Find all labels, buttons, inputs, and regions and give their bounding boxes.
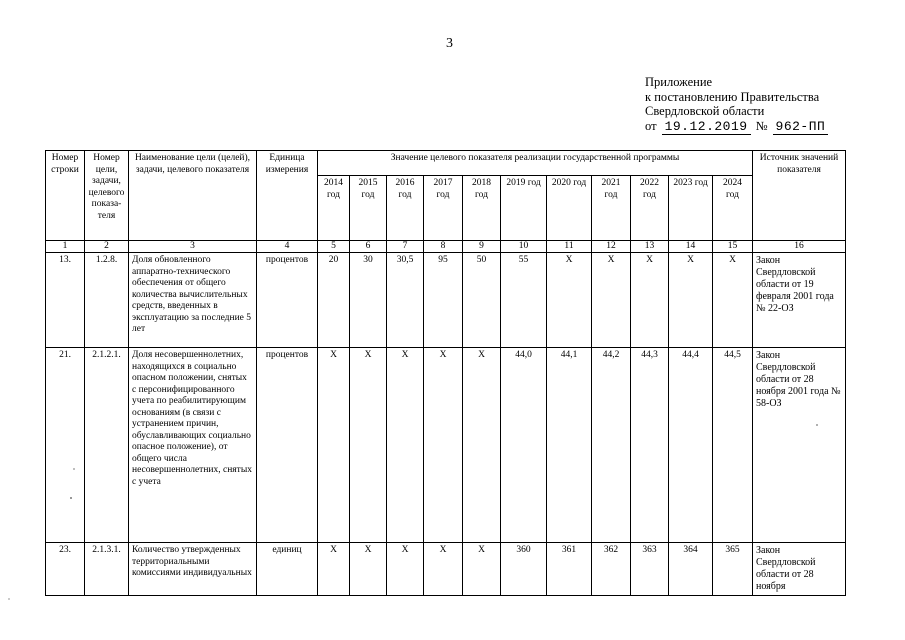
value-cell: 44,5 xyxy=(713,348,753,543)
value-cell: X xyxy=(592,253,631,348)
value-cell: 360 xyxy=(501,543,547,596)
unit: процентов xyxy=(257,253,318,348)
header-year: 2015 год xyxy=(350,176,387,241)
column-number: 14 xyxy=(669,241,713,253)
value-cell: 44,0 xyxy=(501,348,547,543)
row-number: 23. xyxy=(46,543,85,596)
column-number-row xyxy=(46,241,846,253)
value-cell: 44,1 xyxy=(547,348,592,543)
goal-number: 2.1.3.1. xyxy=(85,543,129,596)
value-cell: 95 xyxy=(424,253,463,348)
unit: единиц xyxy=(257,543,318,596)
value-cell: 30 xyxy=(350,253,387,348)
column-number: 4 xyxy=(257,241,318,253)
value-cell: X xyxy=(424,348,463,543)
column-number: 9 xyxy=(463,241,501,253)
value-cell: 364 xyxy=(669,543,713,596)
value-cell: X xyxy=(713,253,753,348)
page-number: 3 xyxy=(446,36,453,51)
column-number: 5 xyxy=(318,241,350,253)
header-year: 2022 год xyxy=(631,176,669,241)
indicator-name: Доля несовершеннолетних, находящихся в социально опасном положении, снятых с персонифицированного учета по реабилитирующим основаниям (в связи с устранением причин, обуславливающих социально опасное положение), от общего числа несовершеннолетних, снятых с учета xyxy=(129,348,257,543)
value-cell: X xyxy=(669,253,713,348)
source-cell: Закон Свердловской области от 28 ноября 2001 года № 58-ОЗ xyxy=(753,348,846,543)
value-cell: X xyxy=(424,543,463,596)
column-number: 11 xyxy=(547,241,592,253)
value-cell: 44,3 xyxy=(631,348,669,543)
header-source: Источник значений показателя xyxy=(753,151,846,241)
value-cell: 44,2 xyxy=(592,348,631,543)
column-number: 1 xyxy=(46,241,85,253)
value-cell: X xyxy=(387,348,424,543)
scan-speck xyxy=(70,497,72,499)
value-cell: 363 xyxy=(631,543,669,596)
value-cell: 30,5 xyxy=(387,253,424,348)
value-cell: X xyxy=(350,543,387,596)
from-label: от xyxy=(645,118,657,133)
column-number: 8 xyxy=(424,241,463,253)
header-year: 2017 год xyxy=(424,176,463,241)
value-cell: 50 xyxy=(463,253,501,348)
column-number: 6 xyxy=(350,241,387,253)
appendix-date-line xyxy=(645,119,828,136)
scan-speck xyxy=(816,424,818,426)
header-year: 2019 год xyxy=(501,176,547,241)
value-cell: 362 xyxy=(592,543,631,596)
resolution-date: 19.12.2019 xyxy=(662,120,751,136)
number-label: № xyxy=(755,118,768,133)
unit: процентов xyxy=(257,348,318,543)
appendix-resolution: к постановлению Правительства xyxy=(645,89,820,104)
indicators-table xyxy=(45,150,846,596)
row-number: 13. xyxy=(46,253,85,348)
header-row-number: Номер строки xyxy=(46,151,85,241)
value-cell: 44,4 xyxy=(669,348,713,543)
indicator-name: Доля обновленного аппаратно-технического обеспечения от общего количества вычислительных средств, введенных в эксплуатацию за последние 5 лет xyxy=(129,253,257,348)
header-goal-number: Номер цели, задачи, целевого показа-теля xyxy=(85,151,129,241)
value-cell: X xyxy=(463,348,501,543)
header-name: Наименование цели (целей), задачи, целевого показателя xyxy=(129,151,257,241)
column-number: 15 xyxy=(713,241,753,253)
column-number: 16 xyxy=(753,241,846,253)
column-number: 13 xyxy=(631,241,669,253)
scan-speck xyxy=(8,598,10,600)
table-row xyxy=(46,253,846,348)
column-number: 7 xyxy=(387,241,424,253)
header-year: 2021 год xyxy=(592,176,631,241)
header-year: 2014 год xyxy=(318,176,350,241)
indicator-name: Количество утвержденных территориальными комиссиями индивидуальных xyxy=(129,543,257,596)
value-cell: X xyxy=(318,543,350,596)
scan-speck xyxy=(73,468,75,470)
header-year: 2020 год xyxy=(547,176,592,241)
source-cell: Закон Свердловской области от 28 ноября xyxy=(753,543,846,596)
goal-number: 1.2.8. xyxy=(85,253,129,348)
header-year: 2024 год xyxy=(713,176,753,241)
value-cell: X xyxy=(547,253,592,348)
value-cell: 55 xyxy=(501,253,547,348)
table-header-row xyxy=(46,151,846,176)
column-number: 2 xyxy=(85,241,129,253)
value-cell: 361 xyxy=(547,543,592,596)
value-cell: X xyxy=(318,348,350,543)
header-unit: Единица измерения xyxy=(257,151,318,241)
appendix-title: Приложение xyxy=(645,75,713,89)
table-row xyxy=(46,543,846,596)
table-row xyxy=(46,348,846,543)
column-number: 3 xyxy=(129,241,257,253)
value-cell: X xyxy=(387,543,424,596)
header-year: 2018 год xyxy=(463,176,501,241)
header-values-group: Значение целевого показателя реализации государственной программы xyxy=(318,151,753,176)
value-cell: 20 xyxy=(318,253,350,348)
value-cell: 365 xyxy=(713,543,753,596)
header-year: 2023 год xyxy=(669,176,713,241)
appendix-block xyxy=(645,75,828,135)
value-cell: X xyxy=(631,253,669,348)
resolution-number: 962-ПП xyxy=(773,120,829,136)
header-year: 2016 год xyxy=(387,176,424,241)
appendix-region: Свердловской области xyxy=(645,104,765,118)
goal-number: 2.1.2.1. xyxy=(85,348,129,543)
column-number: 10 xyxy=(501,241,547,253)
value-cell: X xyxy=(350,348,387,543)
source-cell: Закон Свердловской области от 19 февраля 2001 года № 22-ОЗ xyxy=(753,253,846,348)
row-number: 21. xyxy=(46,348,85,543)
value-cell: X xyxy=(463,543,501,596)
column-number: 12 xyxy=(592,241,631,253)
